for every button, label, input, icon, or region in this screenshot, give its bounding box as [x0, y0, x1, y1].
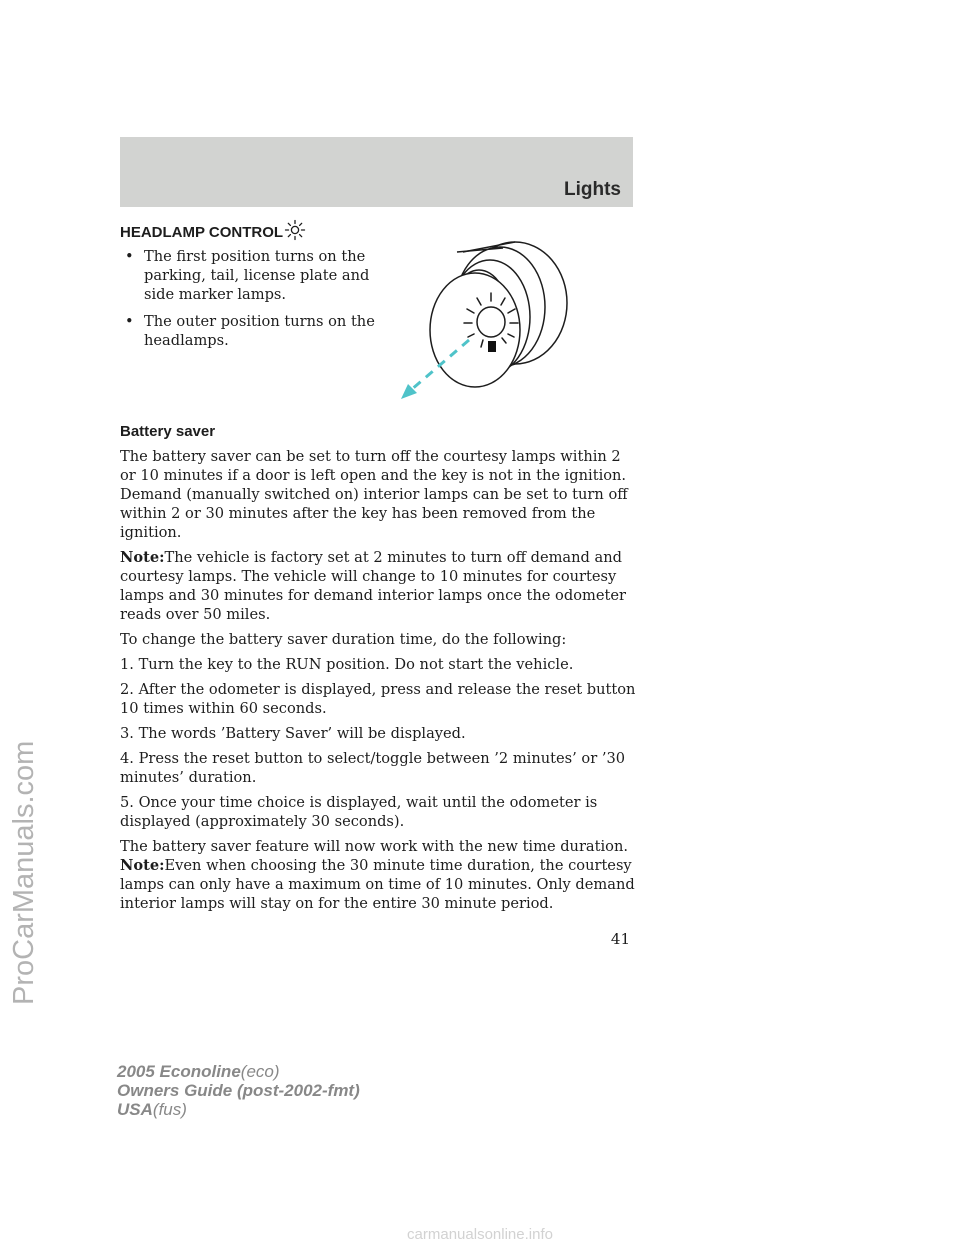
bullet-item: [120, 312, 380, 350]
note-label: Note:: [120, 857, 165, 874]
step-item: 5. Once your time choice is displayed, wait until the odometer is displayed (approximately 30 seconds).: [120, 794, 598, 830]
step-item: 2. After the odometer is displayed, press and release the reset button 10 times within 60 seconds.: [120, 681, 636, 717]
footer-line: [117, 1062, 360, 1081]
note-paragraph: [120, 856, 640, 913]
headlamp-knob-illustration: [395, 240, 580, 405]
bullet-text: The first position turns on the parking, tail, license plate and side marker lamps.: [144, 248, 370, 303]
note-paragraph: [120, 548, 640, 624]
footer-guide: Owners Guide (post-2002-fmt): [117, 1081, 360, 1100]
step-item: 3. The words ’Battery Saver’ will be displayed.: [120, 725, 466, 742]
page-number: 41: [610, 930, 630, 948]
note-label: Note:: [120, 549, 165, 566]
knob-pointer: [488, 341, 496, 352]
step-item: 4. Press the reset button to select/toggle between ’2 minutes’ or ’30 minutes’ duration.: [120, 750, 626, 786]
footer-region: USA: [117, 1100, 153, 1119]
side-watermark: ProCarManuals.com: [8, 740, 40, 1005]
footer-line: [117, 1100, 360, 1119]
step-item: 1. Turn the key to the RUN position. Do not start the vehicle.: [120, 656, 574, 673]
footer-model: 2005 Econoline: [117, 1062, 241, 1081]
bottom-watermark: carmanualsonline.info: [407, 1226, 553, 1243]
document-footer: [117, 1062, 360, 1119]
bullet-text: The outer position turns on the headlamps.: [144, 313, 375, 349]
headlamp-sun-icon: [284, 219, 306, 241]
note-text: The vehicle is factory set at 2 minutes to turn off demand and courtesy lamps. The vehicle will change to 10 minutes for courtesy lamps and 30 minutes for demand interior lamps once the odometer reads over 50 miles.: [120, 549, 626, 623]
footer-region-code: (fus): [152, 1100, 187, 1119]
note-text: Even when choosing the 30 minute time duration, the courtesy lamps can only have a maximum on time of 10 minutes. Only demand interior lamps will stay on for the entire 30 minute period.: [120, 857, 635, 912]
bullet-item: [120, 247, 380, 304]
headlamp-heading: [120, 224, 306, 241]
section-title: Lights: [564, 179, 621, 200]
headlamp-bullet-list: [120, 247, 380, 358]
footer-line: [117, 1081, 360, 1100]
conclusion: The battery saver feature will now work with the new time duration.: [120, 838, 628, 855]
battery-saver-section: [120, 422, 640, 919]
change-intro: To change the battery saver duration time, do the following:: [120, 631, 567, 648]
footer-model-code: (eco): [240, 1062, 280, 1081]
bullet-dot: •: [125, 313, 134, 330]
battery-saver-intro: The battery saver can be set to turn off the courtesy lamps within 2 or 10 minutes if a door is left open and the key is not in the ignition. Demand (manually switched on) interior lamps can be set to turn off within 2 or 30 minutes after the key has been removed from the ignition.: [120, 448, 628, 541]
battery-saver-heading: Battery saver: [120, 423, 216, 440]
bullet-dot: •: [125, 248, 134, 265]
headlamp-heading-text: HEADLAMP CONTROL: [120, 224, 284, 241]
section-header-band: [120, 137, 633, 207]
